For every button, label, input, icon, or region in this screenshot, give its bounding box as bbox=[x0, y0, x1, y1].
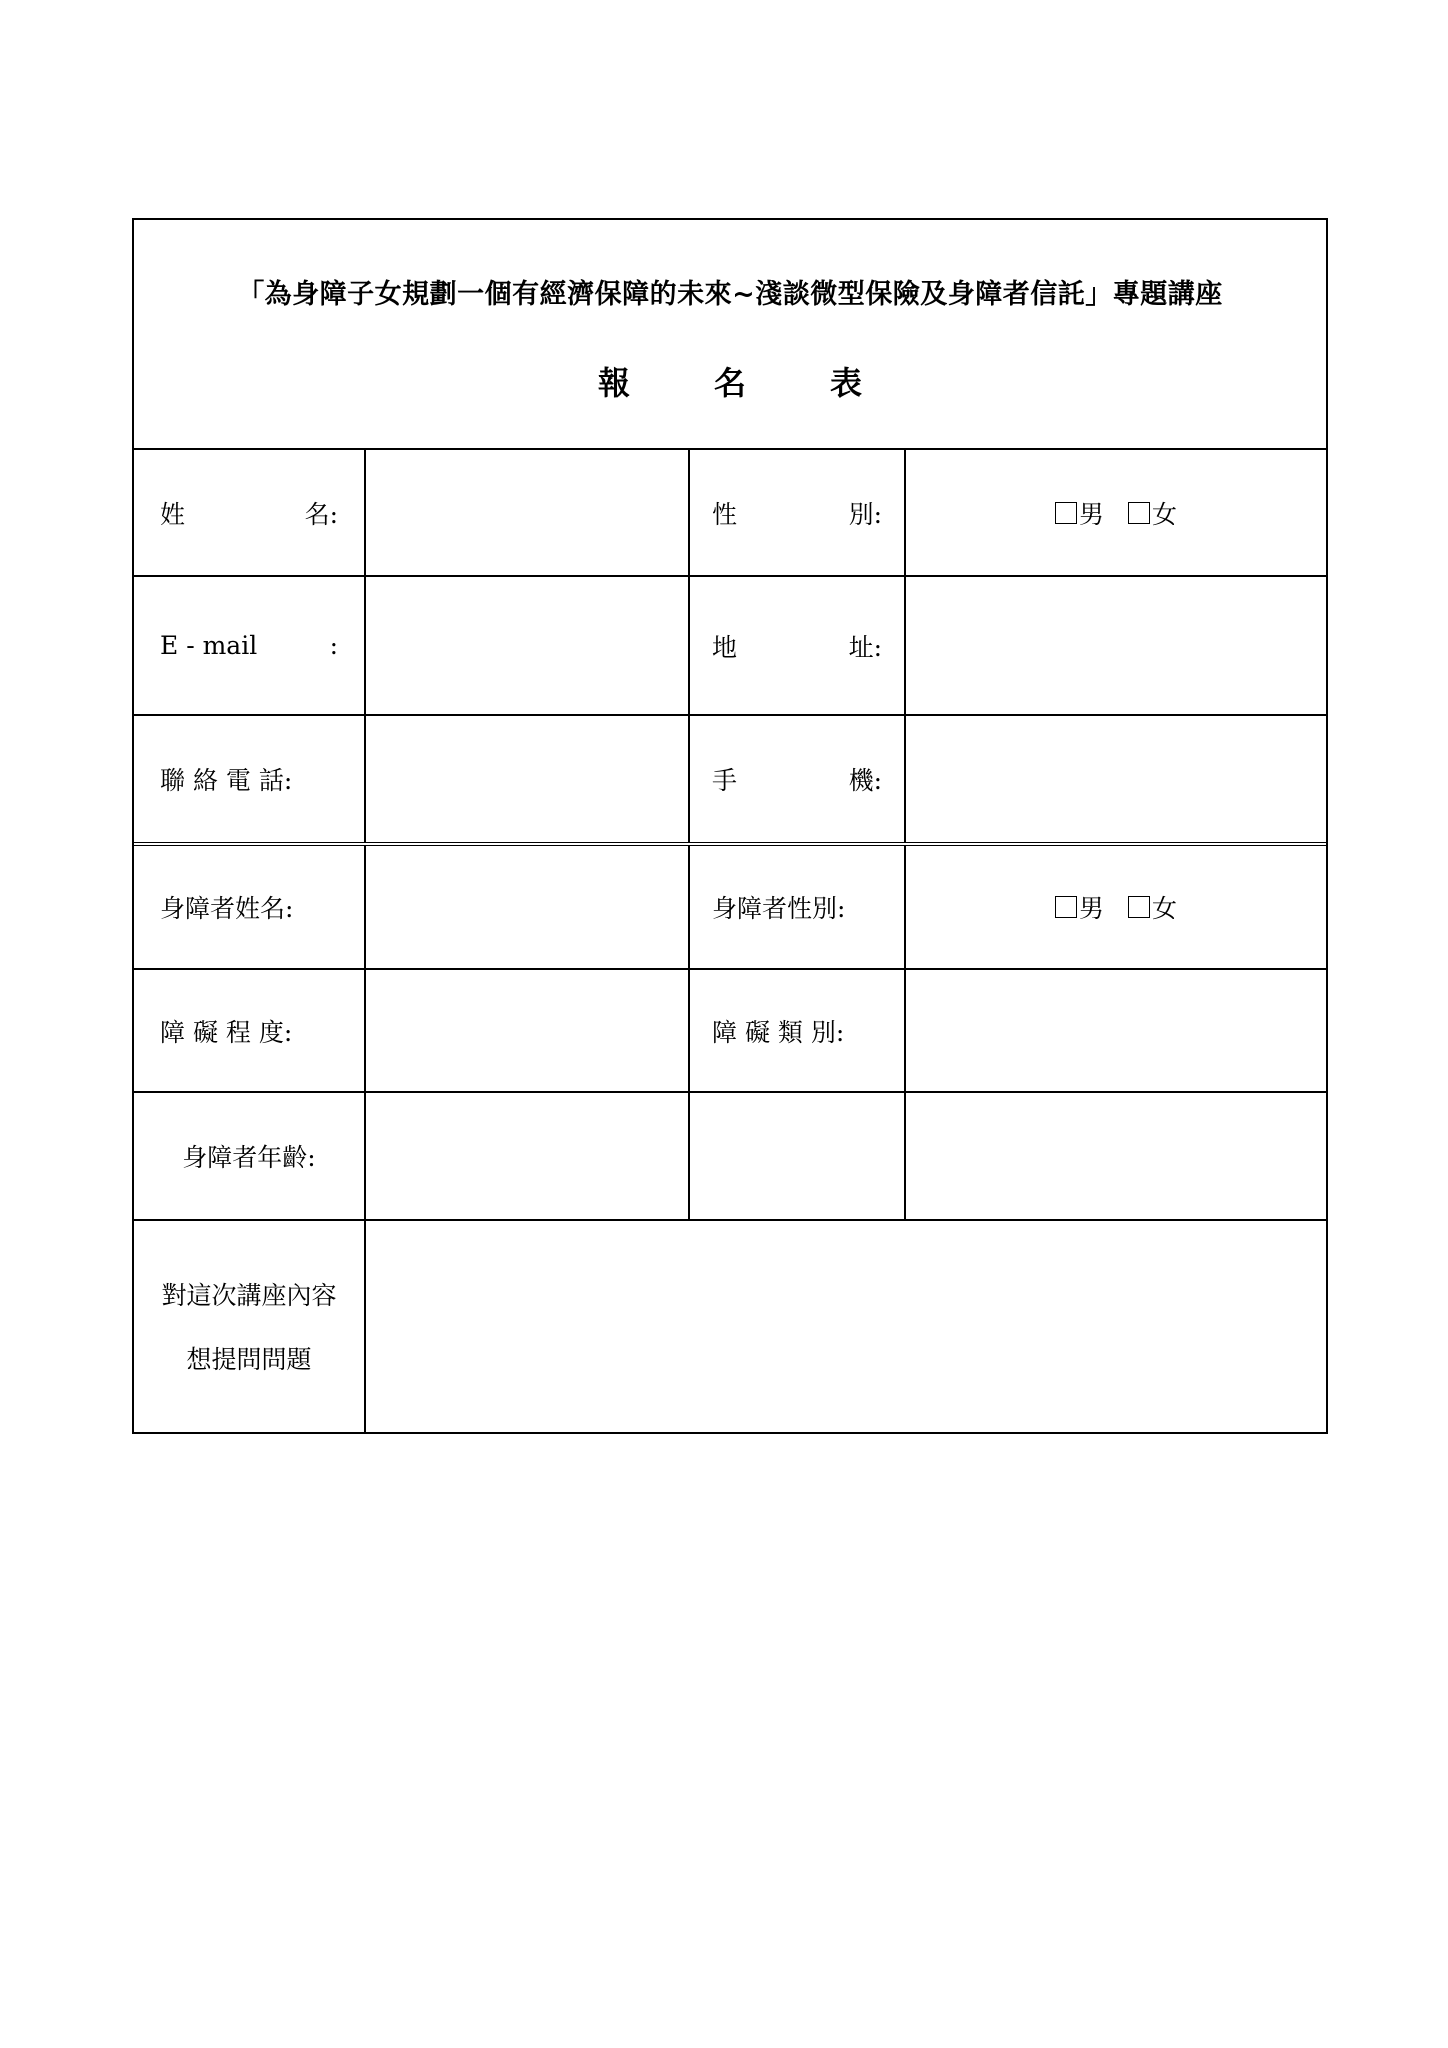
row-phone-mobile bbox=[134, 716, 1326, 846]
phone-label: 聯 絡 電 話: bbox=[160, 766, 293, 795]
disability-level-label: 障 礙 程 度: bbox=[160, 1017, 293, 1047]
question-label-line2: 想提問問題 bbox=[186, 1344, 312, 1374]
disability-type-label-cell bbox=[690, 970, 906, 1091]
email-label-cell bbox=[134, 577, 366, 714]
disability-level-label-cell bbox=[134, 970, 366, 1091]
disability-level-field[interactable] bbox=[366, 970, 690, 1091]
blank-cell bbox=[690, 1093, 906, 1219]
email-label: E - mail bbox=[160, 631, 258, 660]
disabled-age-label-cell bbox=[134, 1093, 366, 1219]
subtitle-char: 名 bbox=[713, 364, 746, 402]
disabled-name-label-cell bbox=[134, 846, 366, 968]
disabled-male-checkbox[interactable] bbox=[1055, 896, 1077, 918]
row-email-address bbox=[134, 577, 1326, 716]
male-label: 男 bbox=[1078, 499, 1104, 529]
name-field[interactable] bbox=[366, 450, 690, 575]
address-label-b: 址: bbox=[848, 632, 882, 662]
row-disability-level-type bbox=[134, 970, 1326, 1093]
disabled-age-label: 身障者年齡: bbox=[182, 1143, 316, 1172]
form-title: 「為身障子女規劃一個有經濟保障的未來~淺談微型保險及身障者信託」專題講座 bbox=[237, 279, 1223, 310]
mobile-label-a: 手 bbox=[712, 766, 738, 795]
address-label-a: 地 bbox=[712, 632, 738, 662]
row-disabled-name-gender bbox=[134, 846, 1326, 970]
mobile-label-cell bbox=[690, 716, 906, 842]
subtitle-char: 表 bbox=[830, 364, 863, 402]
question-label-line1: 對這次講座內容 bbox=[161, 1280, 337, 1310]
disabled-gender-options bbox=[906, 846, 1326, 968]
name-label-b: 名: bbox=[304, 499, 338, 529]
row-questions bbox=[134, 1221, 1326, 1434]
name-label-cell bbox=[134, 450, 366, 575]
name-label-a: 姓 bbox=[160, 499, 186, 529]
address-field[interactable] bbox=[906, 577, 1326, 714]
subtitle-char: 報 bbox=[597, 364, 630, 402]
disabled-name-label: 身障者姓名: bbox=[160, 894, 294, 923]
mobile-field[interactable] bbox=[906, 716, 1326, 842]
blank-cell bbox=[906, 1093, 1326, 1219]
female-checkbox[interactable] bbox=[1128, 502, 1150, 524]
question-label-cell bbox=[134, 1221, 366, 1434]
address-label-cell bbox=[690, 577, 906, 714]
email-field[interactable] bbox=[366, 577, 690, 714]
disability-type-label: 障 礙 類 別: bbox=[712, 1017, 845, 1047]
phone-field[interactable] bbox=[366, 716, 690, 842]
row-name-gender bbox=[134, 450, 1326, 577]
gender-label-cell bbox=[690, 450, 906, 575]
disabled-name-field[interactable] bbox=[366, 846, 690, 968]
mobile-label-b: 機: bbox=[848, 766, 882, 795]
disabled-male-label: 男 bbox=[1078, 894, 1104, 923]
email-colon: : bbox=[329, 631, 338, 660]
registration-form bbox=[132, 218, 1328, 1434]
form-header bbox=[134, 220, 1326, 450]
gender-label-b: 別: bbox=[848, 499, 882, 529]
disability-type-field[interactable] bbox=[906, 970, 1326, 1091]
disabled-female-checkbox[interactable] bbox=[1128, 896, 1150, 918]
male-checkbox[interactable] bbox=[1055, 502, 1077, 524]
female-label: 女 bbox=[1152, 499, 1178, 529]
gender-label-a: 性 bbox=[712, 499, 738, 529]
disabled-age-field[interactable] bbox=[366, 1093, 690, 1219]
row-disabled-age bbox=[134, 1093, 1326, 1221]
question-field[interactable] bbox=[366, 1221, 1326, 1434]
disabled-gender-label: 身障者性別: bbox=[712, 894, 846, 923]
gender-options bbox=[906, 450, 1326, 575]
disabled-female-label: 女 bbox=[1152, 894, 1178, 923]
disabled-gender-label-cell bbox=[690, 846, 906, 968]
phone-label-cell bbox=[134, 716, 366, 842]
form-subtitle bbox=[134, 358, 1326, 404]
